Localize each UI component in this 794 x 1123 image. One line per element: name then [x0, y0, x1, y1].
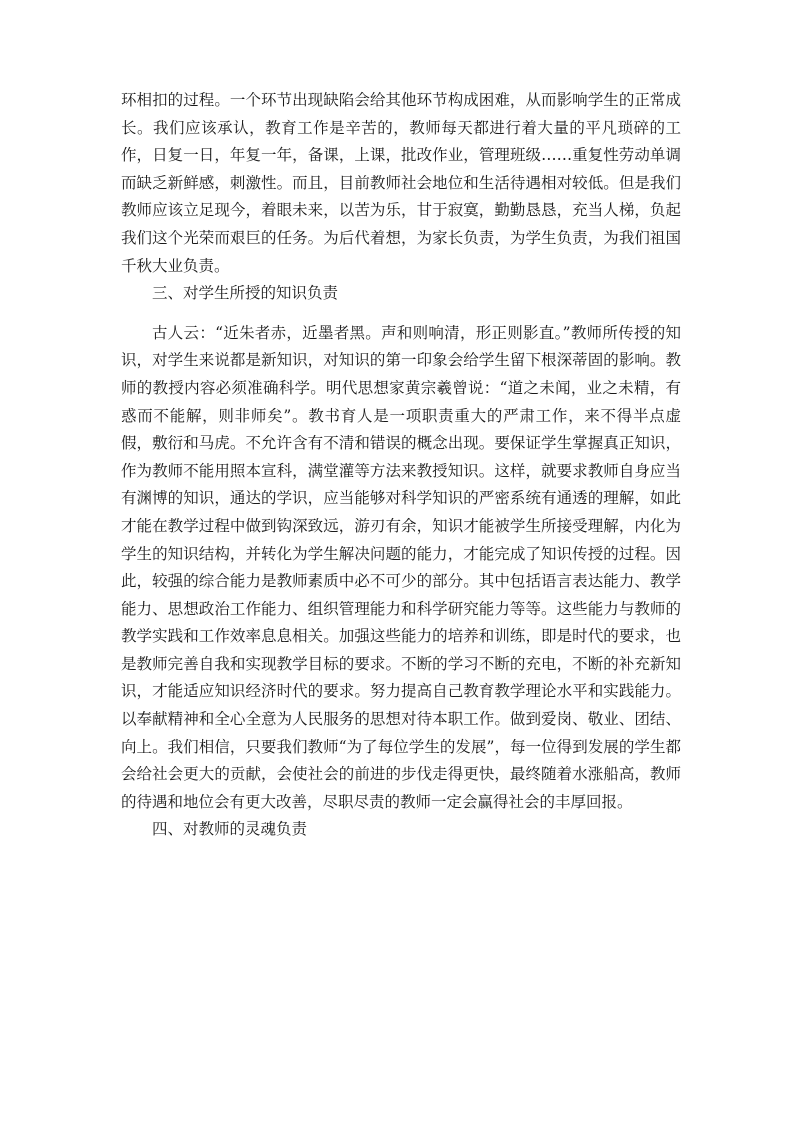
document-body [121, 87, 681, 844]
section-heading-three: 三、对学生所授的知识负责 [152, 284, 339, 303]
section-heading-four: 四、对教师的灵魂负责 [152, 820, 308, 839]
paragraph-continued: 环相扣的过程。一个环节出现缺陷会给其他环节构成困难，从而影响学生的正常成长。我们应该承认，教育工作是辛苦的，教师每天都进行着大量的平凡琐碎的工作，日复一日，年复一年，备课，上课，批改作业，管理班级……重复性劳动单调而缺乏新鲜感，刺激性。而且，目前教师社会地位和生活待遇相对较低。但是我们教师应该立足现今，着眼未来，以苦为乐，甘于寂寞，勤勤恳恳，充当人梯，负起我们这个光荣而艰巨的任务。为后代着想，为家长负责，为学生负责，为我们祖国千秋大业负责。 [121, 91, 681, 275]
paragraph-section-three: 古人云：“近朱者赤，近墨者黑。声和则响清，形正则影直。”教师所传授的知识，对学生来说都是新知识，对知识的第一印象会给学生留下根深蒂固的影响。教师的教授内容必须准确科学。明代思想家黄宗羲曾说：“道之未闻，业之未精，有惑而不能解，则非师矣”。教书育人是一项职责重大的严肃工作，来不得半点虚假，敷衍和马虎。不允许含有不清和错误的概念出现。要保证学生掌握真正知识，作为教师不能用照本宣科，满堂灌等方法来教授知识。这样，就要求教师自身应当有渊博的知识，通达的学识，应当能够对科学知识的严密系统有通透的理解，如此才能在教学过程中做到钩深致远，游刃有余，知识才能被学生所接受理解，内化为学生的知识结构，并转化为学生解决问题的能力，才能完成了知识传授的过程。因此，较强的综合能力是教师素质中必不可少的部分。其中包括语言表达能力、教学能力、思想政治工作能力、组织管理能力和科学研究能力等等。这些能力与教师的教学实践和工作效率息息相关。加强这些能力的培养和训练，即是时代的要求，也是教师完善自我和实现教学目标的要求。不断的学习不断的充电，不断的补充新知识，才能适应知识经济时代的要求。努力提高自己教育教学理论水平和实践能力。以奉献精神和全心全意为人民服务的思想对待本职工作。做到爱岗、敬业、团结、向上。我们相信，只要我们教师“为了每位学生的发展”，每一位得到发展的学生都会给社会更大的贡献，会使社会的前进的步伐走得更快，最终随着水涨船高，教师的待遇和地位会有更大改善，尽职尽责的教师一定会赢得社会的丰厚回报。 [121, 323, 681, 811]
